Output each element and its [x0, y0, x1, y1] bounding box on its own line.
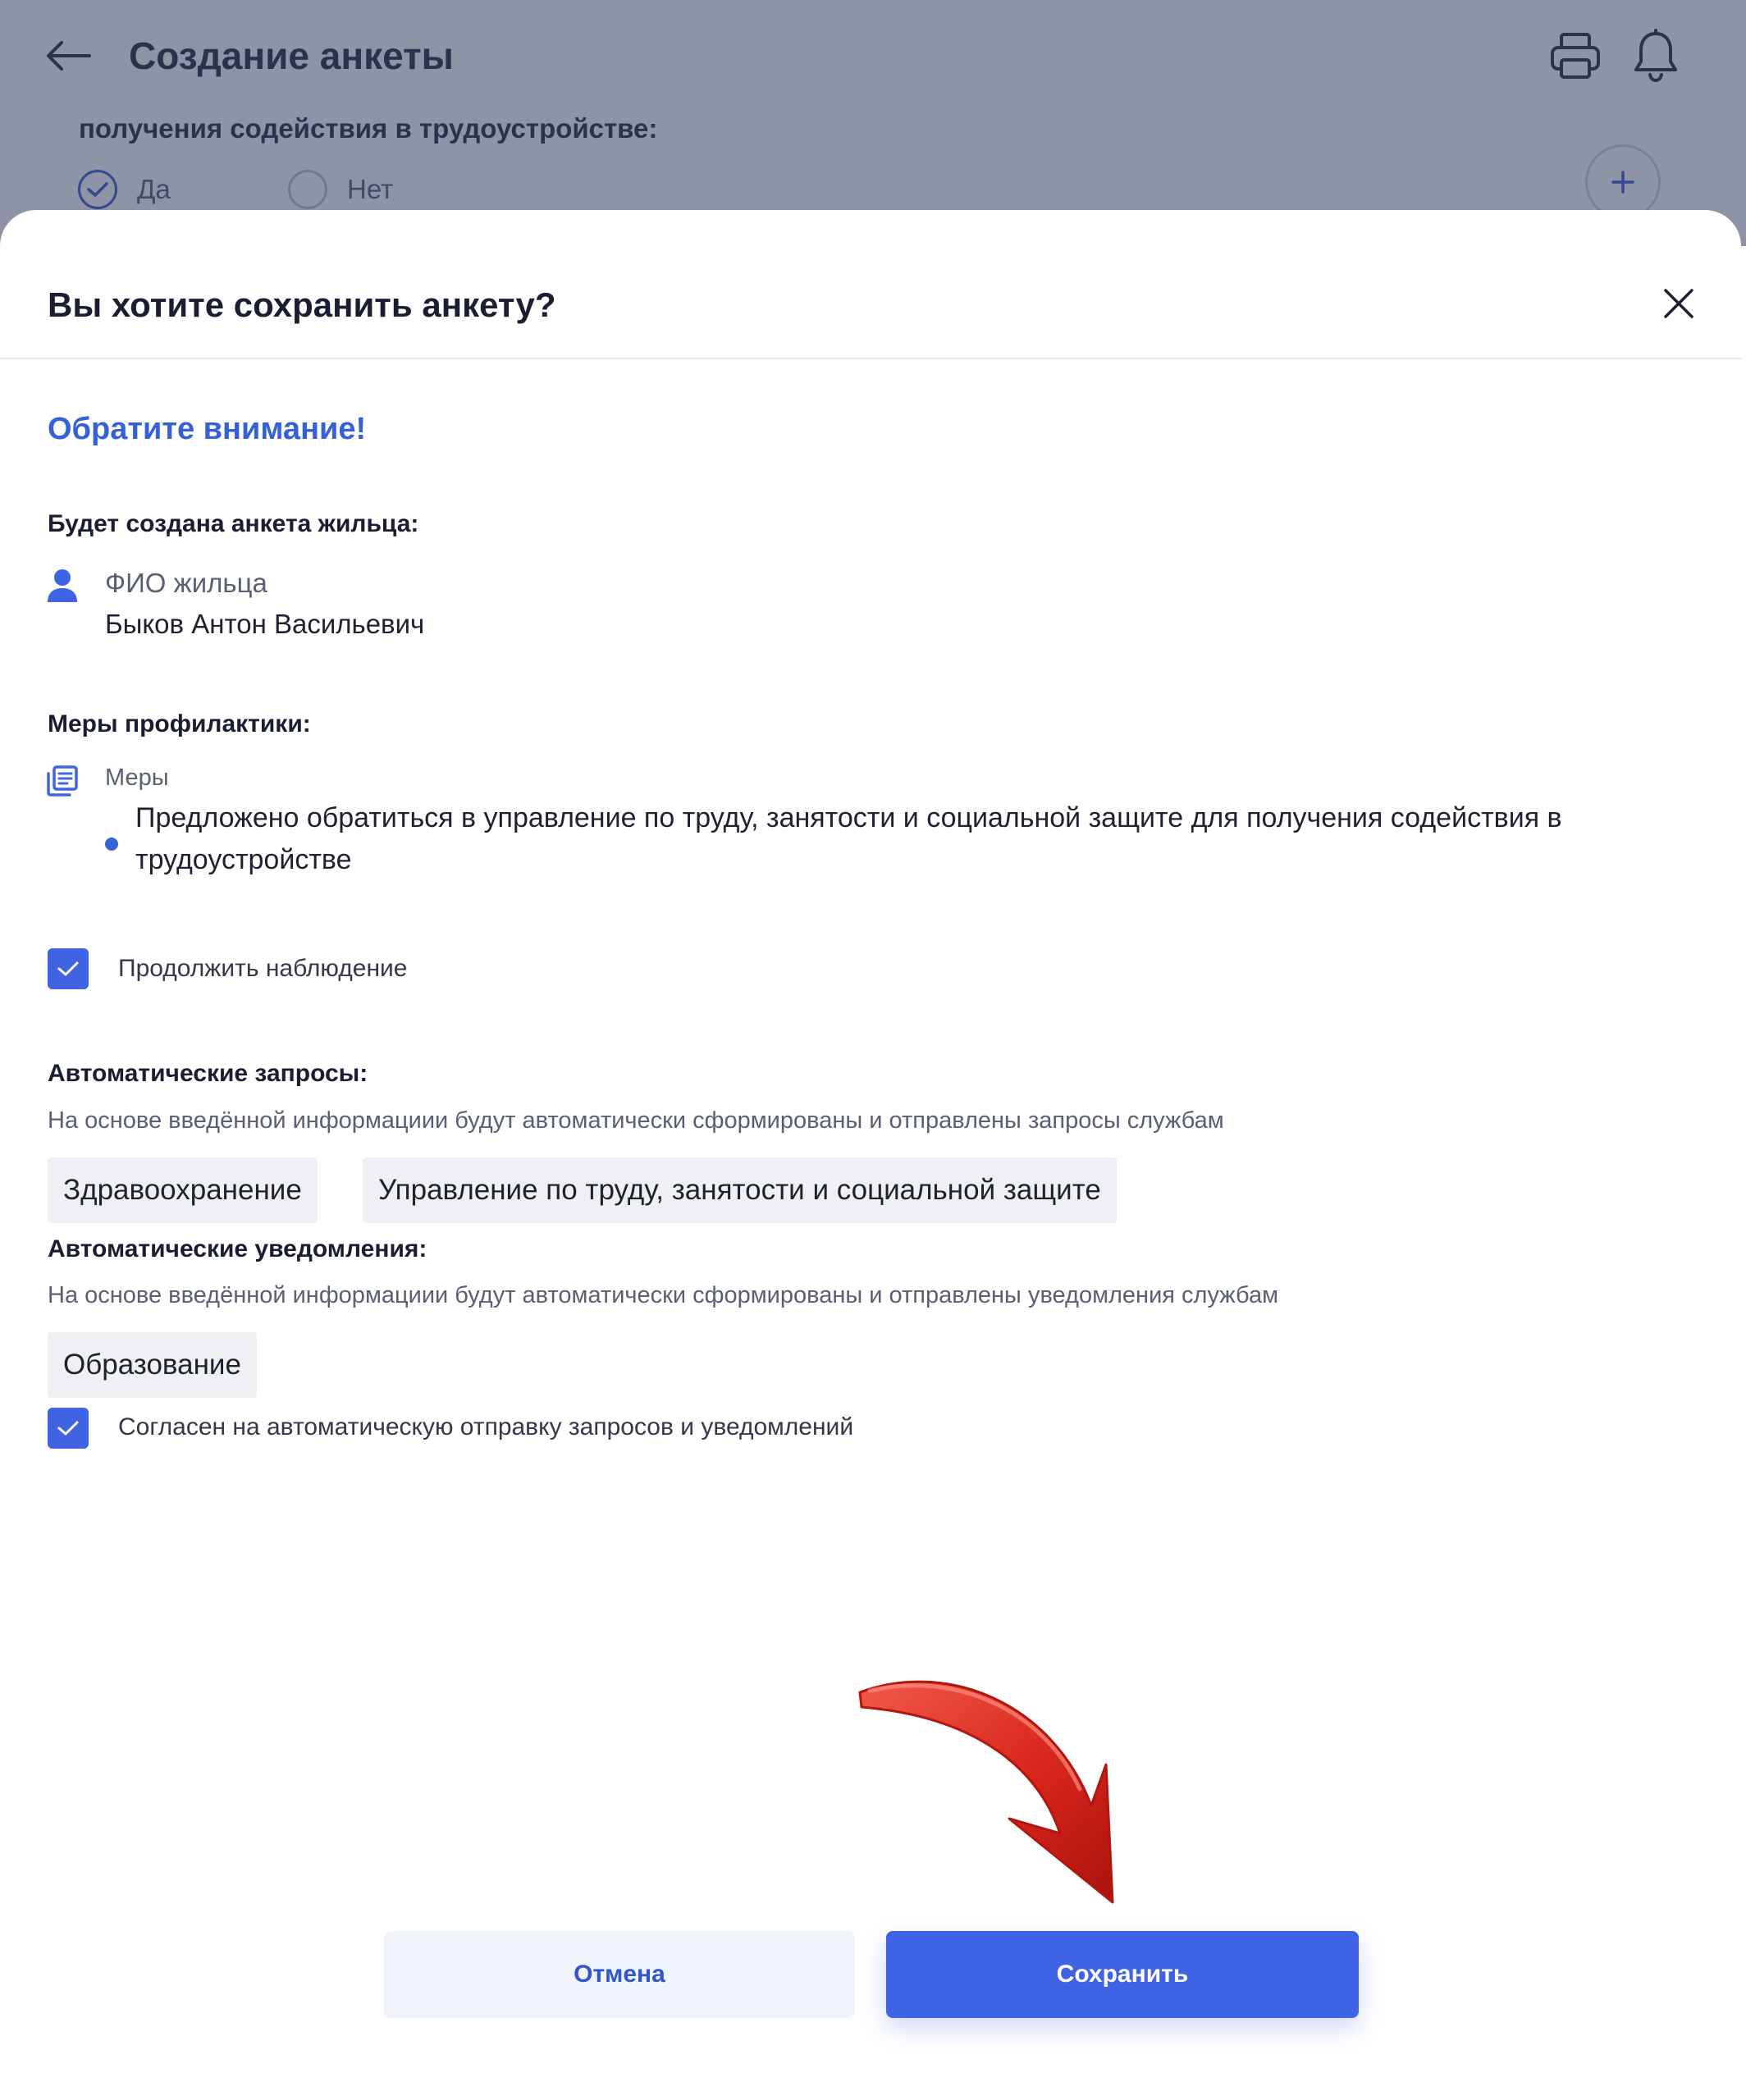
- chip-labor-employment: Управление по труду, занятости и социальной защите: [363, 1157, 1117, 1223]
- modal-backdrop[interactable]: [0, 0, 1746, 246]
- continue-observation-label: Продолжить наблюдение: [118, 955, 408, 982]
- prevention-heading: Меры профилактики:: [48, 710, 311, 737]
- check-icon: [57, 1419, 80, 1437]
- dialog-header: [0, 210, 1741, 359]
- document-list-icon: [46, 765, 79, 797]
- chip-education: Образование: [48, 1332, 257, 1398]
- save-dialog: [0, 210, 1741, 2100]
- attention-heading: Обратите внимание!: [48, 412, 367, 446]
- resident-name: Быков Антон Васильевич: [105, 609, 425, 639]
- cancel-button[interactable]: Отмена: [384, 1931, 855, 2018]
- auto-requests-heading: Автоматические запросы:: [48, 1060, 368, 1087]
- auto-notifications-description: На основе введённой информациии будут автоматически сформированы и отправлены уведомления службам: [48, 1282, 1279, 1308]
- close-icon: [1662, 287, 1695, 320]
- consent-checkbox[interactable]: [48, 1408, 89, 1449]
- chip-healthcare: Здравоохранение: [48, 1157, 318, 1223]
- save-button[interactable]: Сохранить: [886, 1931, 1359, 2018]
- annotation-arrow-icon: [845, 1666, 1157, 1970]
- measures-label: Меры: [105, 765, 169, 791]
- continue-observation-checkbox[interactable]: [48, 948, 89, 989]
- resident-label: ФИО жильца: [105, 568, 267, 598]
- measure-item: Предложено обратиться в управление по труду, занятости и социальной защите для получения содействия в трудоустройстве: [135, 802, 1562, 875]
- bullet-dot: [105, 838, 118, 851]
- consent-label: Согласен на автоматическую отправку запросов и уведомлений: [118, 1413, 854, 1440]
- auto-requests-description: На основе введённой информациии будут автоматически сформированы и отправлены запросы службам: [48, 1107, 1224, 1134]
- close-button[interactable]: [1657, 282, 1700, 325]
- check-icon: [57, 960, 80, 978]
- user-icon: [46, 568, 79, 604]
- auto-notifications-heading: Автоматические уведомления:: [48, 1235, 427, 1262]
- dialog-title: Вы хотите сохранить анкету?: [48, 285, 556, 324]
- resident-heading: Будет создана анкета жильца:: [48, 510, 419, 537]
